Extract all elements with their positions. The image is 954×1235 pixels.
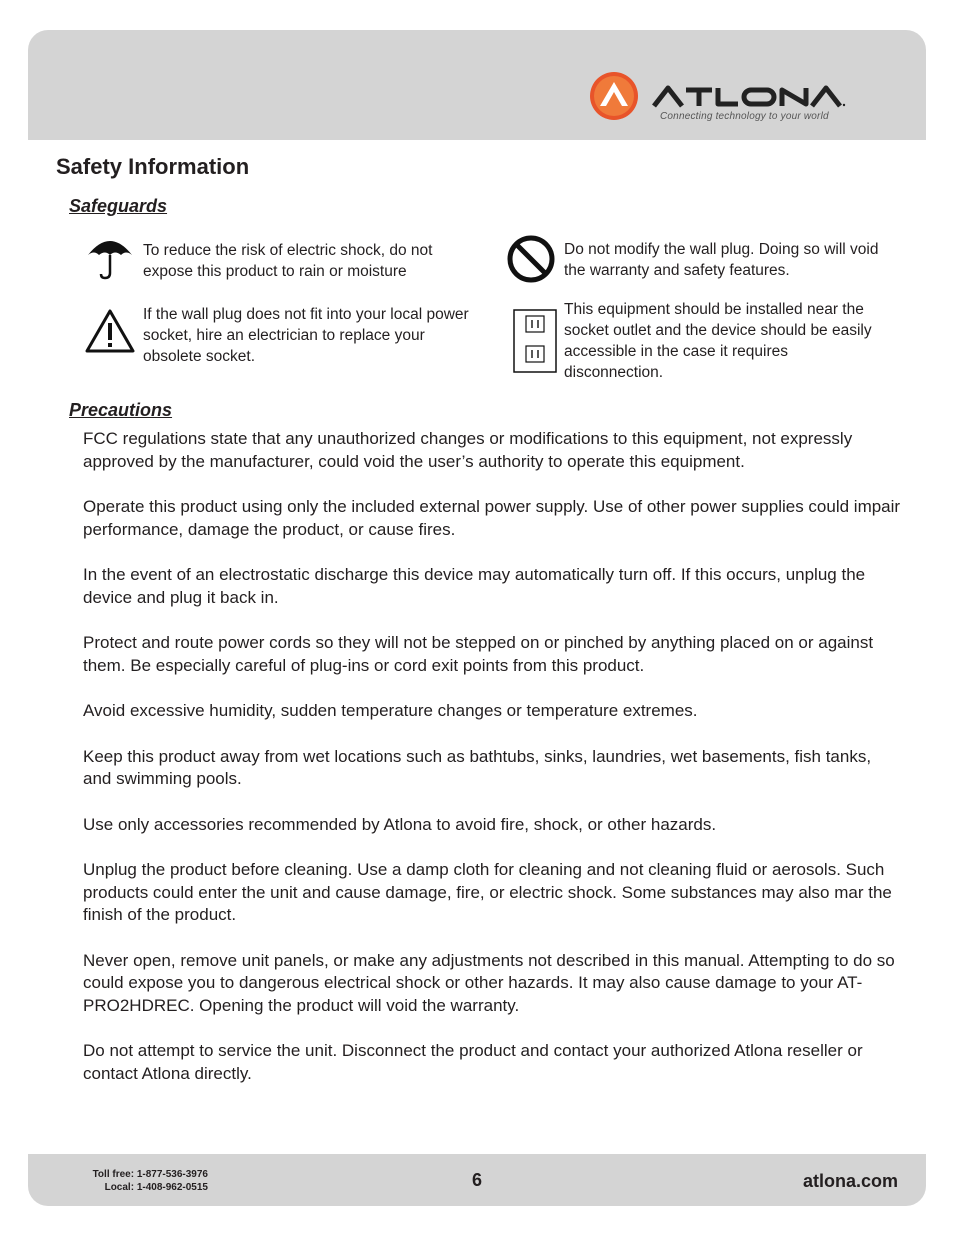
safeguard-text-rain: To reduce the risk of electric shock, do not expose this product to rain or moisture — [143, 242, 433, 280]
footer-contact — [56, 1168, 208, 1194]
precaution-paragraph: Keep this product away from wet locations such as bathtubs, sinks, laundries, wet basements, fish tanks, and swimming pools. — [83, 746, 872, 788]
page-footer — [28, 1154, 926, 1206]
precaution-paragraph: FCC regulations state that any unauthorized changes or modifications to this equipment, not expressly approved by the manufacturer, could void the user’s authority to operate this equipment. — [83, 429, 853, 471]
safeguard-text-wall-plug: If the wall plug does not fit into your local power socket, hire an electrician to replace your obsolete socket. — [143, 306, 469, 365]
precaution-paragraph: Never open, remove unit panels, or make any adjustments not described in this manual. Attempting to do so could expose you to dangerous electrical shock or other hazards. It may also cause damage to your AT-PRO2HDREC. Opening the product will void the warranty. — [83, 950, 895, 1015]
prohibited-icon — [506, 234, 556, 284]
precaution-paragraph: Use only accessories recommended by Atlona to avoid fire, shock, or other hazards. — [83, 814, 717, 834]
precaution-paragraph: Do not attempt to service the unit. Disconnect the product and contact your authorized Atlona reseller or contact Atlona directly. — [83, 1041, 863, 1083]
safeguards-heading: Safeguards — [69, 196, 168, 216]
local-number: Local: 1-408-962-0515 — [104, 1182, 208, 1193]
precaution-paragraph: Unplug the product before cleaning. Use a damp cloth for cleaning and not cleaning fluid or aerosols. Such products could enter the unit and cause damage, fire, or electric shock. Some substances may also mar the finish of the product. — [83, 860, 892, 924]
page-number: 6 — [471, 1170, 482, 1190]
precaution-paragraph: In the event of an electrostatic discharge this device may automatically turn off. If this occurs, unplug the device and plug it back in. — [83, 565, 866, 607]
precaution-paragraph: Protect and route power cords so they will not be stepped on or pinched by anything placed on or against them. Be especially careful of plug-ins or cord exit points from this product. — [83, 633, 874, 675]
socket-outlet-icon — [513, 309, 557, 373]
page-header — [28, 30, 926, 140]
precautions-heading: Precautions — [69, 400, 173, 420]
umbrella-icon — [86, 233, 134, 281]
precaution-paragraph: Operate this product using only the included external power supply. Use of other power supplies could impair performance, damage the product, or cause fires. — [83, 497, 901, 539]
toll-free-number: Toll free: 1-877-536-3976 — [92, 1169, 208, 1180]
warning-icon — [84, 308, 136, 354]
website-link[interactable]: atlona.com — [802, 1171, 898, 1191]
precautions-list — [83, 428, 903, 1108]
brand-tagline: Connecting technology to your world — [660, 111, 829, 122]
safeguard-text-socket-outlet: This equipment should be installed near the socket outlet and the device should be easily accessible in the case it requires disconnection. — [564, 301, 872, 381]
precaution-paragraph: Avoid excessive humidity, sudden temperature changes or temperature extremes. — [83, 701, 698, 720]
safeguard-text-modify-plug: Do not modify the wall plug. Doing so will void the warranty and safety features. — [564, 241, 879, 279]
page-title: Safety Information — [56, 154, 250, 179]
